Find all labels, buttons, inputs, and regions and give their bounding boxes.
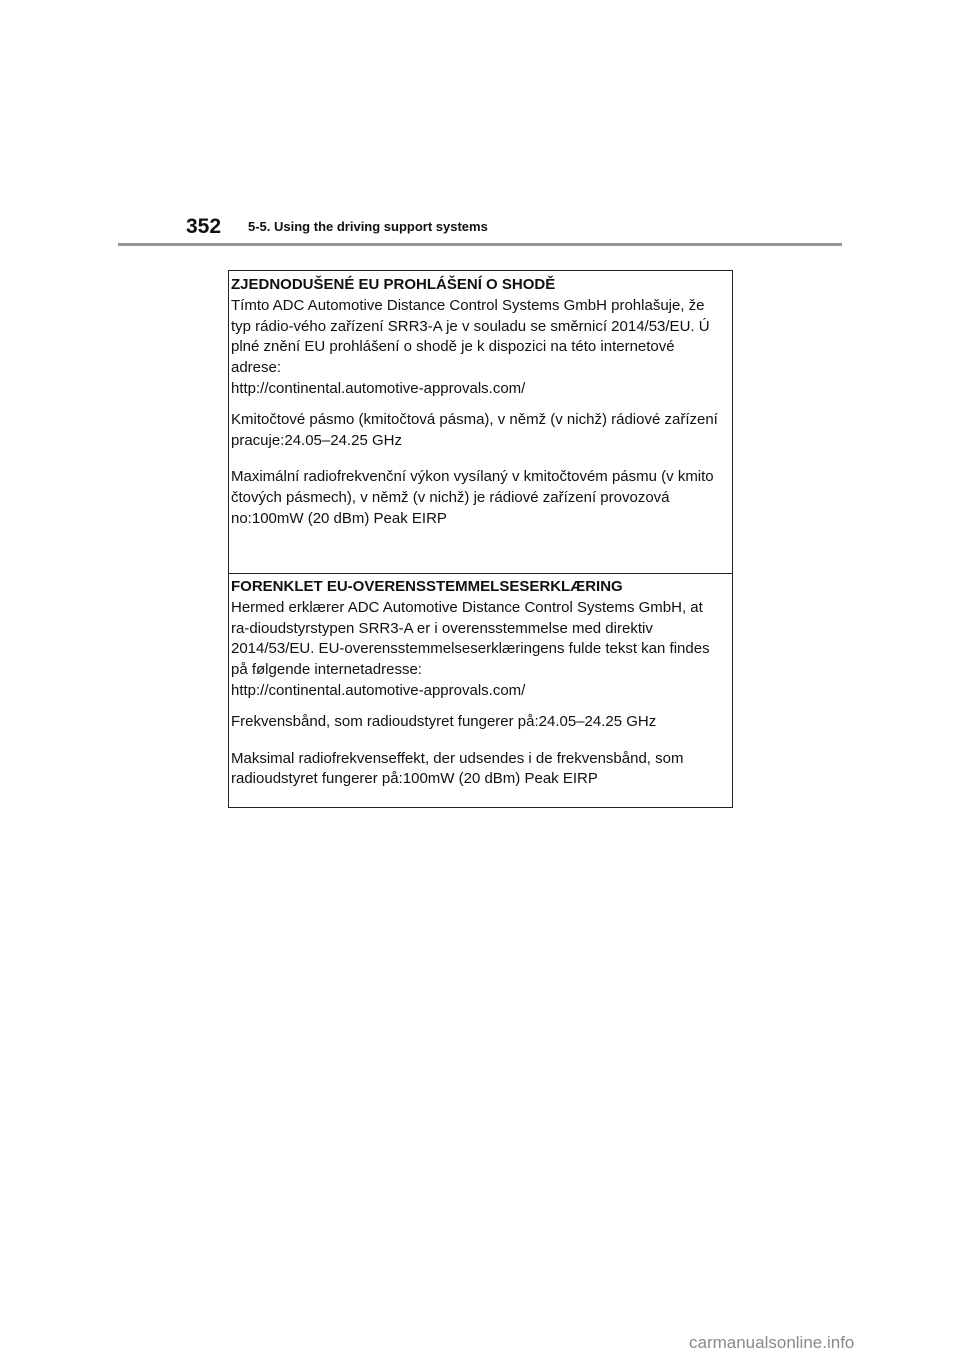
url-line: http://continental.automotive-approvals.com/ — [231, 379, 526, 397]
text-line: 2014/53/EU. EU-overensstemmelseserklæringens fulde tekst kan findes — [231, 640, 710, 658]
text-line: čtových pásmech), v němž (v nichž) je rádiové zařízení provozová — [231, 489, 670, 507]
text-line: Kmitočtové pásmo (kmitočtová pásma), v němž (v nichž) rádiové zařízení — [231, 410, 718, 428]
danish-declaration — [231, 577, 710, 790]
text-line: ra-dioudstyrstypen SRR3-A er i overensstemmelse med direktiv — [231, 619, 653, 637]
czech-title: ZJEDNODUŠENÉ EU PROHLÁŠENÍ O SHODĚ — [231, 276, 556, 293]
text-line: Hermed erklærer ADC Automotive Distance Control Systems GmbH, at — [231, 598, 703, 616]
danish-title: FORENKLET EU-OVERENSSTEMMELSESERKLÆRING — [231, 578, 623, 595]
page-number: 352 — [186, 215, 222, 238]
text-line: Tímto ADC Automotive Distance Control Systems GmbH prohlašuje, že — [231, 296, 705, 314]
declaration-box — [228, 270, 733, 808]
text-line: plné znění EU prohlášení o shodě je k dispozici na této internetové — [231, 338, 675, 356]
text-line: pracuje:24.05–24.25 GHz — [231, 431, 402, 449]
section-title: 5-5. Using the driving support systems — [248, 219, 488, 234]
text-line: Maximální radiofrekvenční výkon vysílaný v kmitočtovém pásmu (v kmito — [231, 468, 714, 486]
watermark: carmanualsonline.info — [689, 1333, 855, 1352]
text-line: på følgende internetadresse: — [231, 661, 422, 679]
czech-declaration — [231, 275, 718, 530]
text-line: no:100mW (20 dBm) Peak EIRP — [231, 509, 447, 527]
text-line: adrese: — [231, 359, 282, 377]
header-rule — [118, 243, 842, 246]
url-line: http://continental.automotive-approvals.com/ — [231, 681, 526, 699]
text-line: Maksimal radiofrekvenseffekt, der udsendes i de frekvensbånd, som — [231, 749, 684, 767]
text-line: radioudstyret fungerer på:100mW (20 dBm) Peak EIRP — [231, 770, 598, 788]
text-line: typ rádio-vého zařízení SRR3-A je v souladu se směrnicí 2014/53/EU. Ú — [231, 317, 710, 335]
section-divider — [229, 573, 732, 574]
text-line: Frekvensbånd, som radioudstyret fungerer på:24.05–24.25 GHz — [231, 712, 657, 730]
